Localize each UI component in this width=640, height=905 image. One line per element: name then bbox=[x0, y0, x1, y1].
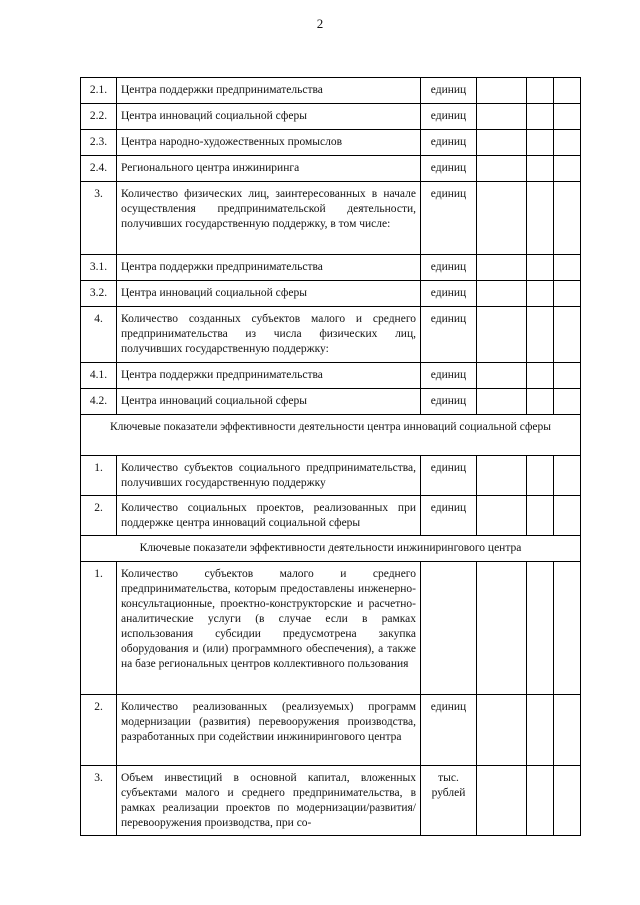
value-cell bbox=[477, 363, 527, 389]
unit-of-measure: единиц bbox=[421, 104, 477, 130]
value-cell bbox=[554, 766, 581, 836]
table-row bbox=[81, 562, 581, 695]
section-header-row bbox=[81, 415, 581, 456]
row-number: 2.2. bbox=[81, 104, 117, 130]
value-cell bbox=[477, 156, 527, 182]
indicator-name: Количество реализованных (реализуемых) программ модернизации (развития) перевооружения производства, разработанных при содействии инжинирингового центра bbox=[117, 695, 421, 766]
unit-of-measure: единиц bbox=[421, 281, 477, 307]
value-cell bbox=[554, 255, 581, 281]
indicator-name: Количество субъектов малого и среднего предпринимательства, которым предоставлены инженерно-консультационные, проектно-конструкторские и расчетно-аналитические услуги (в случае если в рамках использования субсидии предусмотрена закупка оборудования и (или) программного обеспечения), а также на базе региональных центров коллективного пользования bbox=[117, 562, 421, 695]
table-row bbox=[81, 456, 581, 496]
value-cell bbox=[477, 281, 527, 307]
value-cell bbox=[527, 255, 554, 281]
value-cell bbox=[527, 156, 554, 182]
row-number: 1. bbox=[81, 562, 117, 695]
unit-of-measure: единиц bbox=[421, 363, 477, 389]
unit-of-measure: единиц bbox=[421, 182, 477, 255]
value-cell bbox=[554, 156, 581, 182]
value-cell bbox=[527, 182, 554, 255]
value-cell bbox=[477, 389, 527, 415]
unit-of-measure bbox=[421, 562, 477, 695]
unit-of-measure: тыс. рублей bbox=[421, 766, 477, 836]
value-cell bbox=[554, 695, 581, 766]
table-row bbox=[81, 281, 581, 307]
indicator-name: Центра народно-художественных промыслов bbox=[117, 130, 421, 156]
value-cell bbox=[527, 104, 554, 130]
value-cell bbox=[477, 562, 527, 695]
value-cell bbox=[527, 307, 554, 363]
row-number: 2.4. bbox=[81, 156, 117, 182]
value-cell bbox=[477, 130, 527, 156]
row-number: 2. bbox=[81, 695, 117, 766]
value-cell bbox=[527, 78, 554, 104]
value-cell bbox=[554, 496, 581, 536]
indicator-name: Центра поддержки предпринимательства bbox=[117, 363, 421, 389]
value-cell bbox=[527, 562, 554, 695]
value-cell bbox=[554, 130, 581, 156]
indicator-name: Количество физических лиц, заинтересованных в начале осуществления предпринимательской деятельности, получивших государственную поддержку, в том числе: bbox=[117, 182, 421, 255]
unit-of-measure: единиц bbox=[421, 695, 477, 766]
unit-of-measure: единиц bbox=[421, 130, 477, 156]
section-title: Ключевые показатели эффективности деятельности центра инноваций социальной сферы bbox=[81, 415, 581, 456]
value-cell bbox=[527, 130, 554, 156]
unit-of-measure: единиц bbox=[421, 78, 477, 104]
value-cell bbox=[554, 104, 581, 130]
value-cell bbox=[554, 281, 581, 307]
indicator-name: Центра инноваций социальной сферы bbox=[117, 389, 421, 415]
indicator-name: Количество социальных проектов, реализованных при поддержке центра инноваций социальной сферы bbox=[117, 496, 421, 536]
row-number: 2.1. bbox=[81, 78, 117, 104]
value-cell bbox=[477, 307, 527, 363]
table-row bbox=[81, 104, 581, 130]
value-cell bbox=[554, 363, 581, 389]
indicator-name: Регионального центра инжиниринга bbox=[117, 156, 421, 182]
row-number: 3. bbox=[81, 766, 117, 836]
value-cell bbox=[477, 695, 527, 766]
indicator-name: Центра инноваций социальной сферы bbox=[117, 104, 421, 130]
unit-of-measure: единиц bbox=[421, 389, 477, 415]
row-number: 4.1. bbox=[81, 363, 117, 389]
table-row bbox=[81, 363, 581, 389]
row-number: 3.1. bbox=[81, 255, 117, 281]
value-cell bbox=[527, 695, 554, 766]
value-cell bbox=[527, 766, 554, 836]
row-number: 3.2. bbox=[81, 281, 117, 307]
row-number: 4. bbox=[81, 307, 117, 363]
unit-of-measure: единиц bbox=[421, 307, 477, 363]
unit-of-measure: единиц bbox=[421, 156, 477, 182]
value-cell bbox=[554, 389, 581, 415]
row-number: 3. bbox=[81, 182, 117, 255]
value-cell bbox=[554, 307, 581, 363]
value-cell bbox=[477, 182, 527, 255]
indicator-name: Количество субъектов социального предпринимательства, получивших государственную поддержку bbox=[117, 456, 421, 496]
value-cell bbox=[477, 104, 527, 130]
section-title: Ключевые показатели эффективности деятельности инжинирингового центра bbox=[81, 536, 581, 562]
indicator-name: Центра поддержки предпринимательства bbox=[117, 78, 421, 104]
value-cell bbox=[527, 456, 554, 496]
row-number: 4.2. bbox=[81, 389, 117, 415]
section-header-row bbox=[81, 536, 581, 562]
unit-of-measure: единиц bbox=[421, 496, 477, 536]
value-cell bbox=[477, 255, 527, 281]
value-cell bbox=[527, 363, 554, 389]
table-row bbox=[81, 695, 581, 766]
unit-of-measure: единиц bbox=[421, 456, 477, 496]
value-cell bbox=[477, 766, 527, 836]
table-row bbox=[81, 766, 581, 836]
value-cell bbox=[477, 496, 527, 536]
value-cell bbox=[527, 389, 554, 415]
indicator-name: Объем инвестиций в основной капитал, вложенных субъектами малого и среднего предпринимательства, в рамках реализации проектов по модернизации/развития/перевооружения производства, при со- bbox=[117, 766, 421, 836]
value-cell bbox=[477, 78, 527, 104]
table-row bbox=[81, 182, 581, 255]
table-row bbox=[81, 307, 581, 363]
table-row bbox=[81, 496, 581, 536]
value-cell bbox=[527, 496, 554, 536]
table-row bbox=[81, 156, 581, 182]
indicator-name: Центра поддержки предпринимательства bbox=[117, 255, 421, 281]
table-row bbox=[81, 78, 581, 104]
value-cell bbox=[477, 456, 527, 496]
indicators-table bbox=[80, 77, 581, 836]
value-cell bbox=[554, 182, 581, 255]
value-cell bbox=[554, 78, 581, 104]
value-cell bbox=[554, 562, 581, 695]
table-row bbox=[81, 389, 581, 415]
row-number: 1. bbox=[81, 456, 117, 496]
table-row bbox=[81, 130, 581, 156]
row-number: 2. bbox=[81, 496, 117, 536]
unit-of-measure: единиц bbox=[421, 255, 477, 281]
page-number: 2 bbox=[316, 16, 324, 31]
indicator-name: Центра инноваций социальной сферы bbox=[117, 281, 421, 307]
row-number: 2.3. bbox=[81, 130, 117, 156]
table-row bbox=[81, 255, 581, 281]
value-cell bbox=[554, 456, 581, 496]
indicator-name: Количество созданных субъектов малого и среднего предпринимательства из числа физических лиц, получивших государственную поддержку: bbox=[117, 307, 421, 363]
value-cell bbox=[527, 281, 554, 307]
